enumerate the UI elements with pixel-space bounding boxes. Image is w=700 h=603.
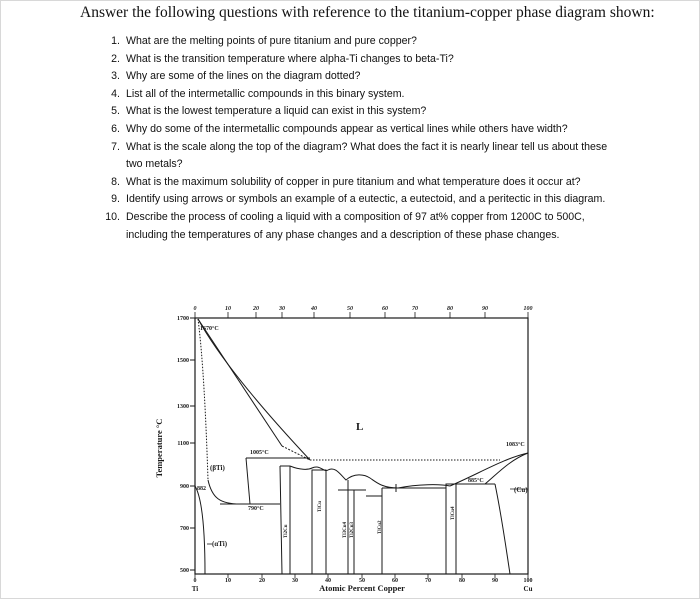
left-element-label: Ti <box>191 585 199 593</box>
top-tick-label: 40 <box>311 306 317 312</box>
x-tick-label: 10 <box>225 578 231 584</box>
list-item <box>100 68 620 86</box>
compound-label: Ti2Cu <box>284 524 289 538</box>
question-number: 6. <box>111 122 120 135</box>
list-item <box>100 139 620 174</box>
list-item <box>100 121 620 139</box>
question-text: What is the maximum solubility of copper in pure titanium and what temperature does it occur at? <box>126 175 581 188</box>
question-text: Identify using arrows or symbols an example of a eutectic, a eutectoid, and a peritectic in this diagram. <box>126 193 606 206</box>
compound-label: TiCu4 <box>451 506 456 520</box>
ti2cu-phase <box>280 466 290 574</box>
top-tick-label: 20 <box>253 306 259 312</box>
top-tick-label: 0 <box>193 306 197 312</box>
x-tick-label: 0 <box>193 578 197 584</box>
list-item <box>100 51 620 69</box>
x-tick-label: 60 <box>392 578 398 584</box>
top-tick-label: 100 <box>523 306 533 312</box>
phase-diagram <box>150 298 560 598</box>
top-tick-label: 70 <box>412 306 418 312</box>
question-number: 3. <box>111 70 120 83</box>
beta-ti-solvus-curve <box>198 319 208 480</box>
top-tick-label: 30 <box>279 306 285 312</box>
x-tick-label: 70 <box>425 578 431 584</box>
y-tick-label: 900 <box>180 484 189 490</box>
question-number: 9. <box>111 193 120 206</box>
top-tick-label: 90 <box>482 306 488 312</box>
question-number: 2. <box>111 52 120 65</box>
question-text: Describe the process of cooling a liquid with a composition of 97 at% copper from 1200C to 500C, including the temperatures of any phase changes and a description of these phase changes. <box>126 210 585 241</box>
right-element-label: Cu <box>523 585 533 593</box>
cu-phase-label: (Cu) <box>514 486 528 494</box>
question-number: 1. <box>111 35 120 47</box>
plot-frame <box>195 318 528 574</box>
compound-label: TiCu <box>318 500 323 512</box>
top-tick-label: 10 <box>225 306 231 312</box>
y-tick-label: 1300 <box>177 404 189 410</box>
question-list <box>100 33 620 244</box>
question-number: 5. <box>111 105 120 118</box>
y-tick-label: 1700 <box>177 316 189 322</box>
top-scale-ticks <box>195 312 528 318</box>
page-title: Answer the following questions with reference to the titanium-copper phase diagram shown: <box>80 4 655 21</box>
liquidus-line-left <box>198 319 282 446</box>
top-tick-label: 80 <box>447 306 453 312</box>
question-number: 10. <box>105 210 120 223</box>
question-number: 8. <box>111 175 120 188</box>
y-tick-label: 1500 <box>177 358 189 364</box>
ticu4-phase <box>446 484 456 574</box>
alpha-ti-solvus <box>195 486 205 574</box>
ti-melting-label: 1670°C <box>200 326 219 332</box>
list-item <box>100 86 620 104</box>
x-tick-label: 50 <box>359 578 365 584</box>
cu-melting-label: 1083°C <box>506 442 525 448</box>
question-text: What is the transition temperature where alpha-Ti changes to beta-Ti? <box>126 52 454 65</box>
compound-label: TiCu2 <box>378 520 383 534</box>
x-tick-label: 40 <box>325 578 331 584</box>
liquidus-bumps <box>290 466 450 488</box>
question-text: List all of the intermetallic compounds in this binary system. <box>126 87 405 100</box>
compound-label: Ti3Cu4 <box>343 521 348 538</box>
ticu-phase <box>312 470 326 574</box>
eutectic-temp-label: 885°C <box>468 478 484 484</box>
question-number: 7. <box>111 140 120 153</box>
top-tick-label: 60 <box>382 306 388 312</box>
x-tick-label: 20 <box>259 578 265 584</box>
list-item <box>100 33 620 51</box>
question-text: What is the lowest temperature a liquid can exist in this system? <box>126 105 427 118</box>
liquidus-curve-ti <box>198 319 310 460</box>
list-item <box>100 103 620 121</box>
cu-solidus <box>485 453 528 484</box>
beta-ti-label: (βTi) <box>210 464 225 472</box>
question-text: Why do some of the intermetallic compounds appear as vertical lines while others have width? <box>126 122 568 135</box>
y-tick-label: 700 <box>180 526 189 532</box>
beta-ti-boundary <box>208 480 240 504</box>
phase-diagram-svg <box>150 298 560 598</box>
question-number: 4. <box>111 87 120 100</box>
y-tick-label: 1100 <box>177 441 189 447</box>
peritectic-temp-label: 1005°C <box>250 450 269 456</box>
y-axis-label: Temperature °C <box>154 418 164 478</box>
top-tick-label: 50 <box>347 306 353 312</box>
x-tick-label: 100 <box>523 578 533 584</box>
compound-label: Ti2Cu3 <box>350 521 355 538</box>
x-tick-label: 90 <box>492 578 498 584</box>
x-tick-label: 80 <box>459 578 465 584</box>
y-tick-marks <box>190 318 195 570</box>
eutectoid-temp-label: 790°C <box>248 506 264 512</box>
question-text: Why are some of the lines on the diagram dotted? <box>126 70 361 83</box>
cu-solvus <box>495 484 510 574</box>
question-text: What is the scale along the top of the diagram? What does the fact it is nearly linear tell us about these two metals? <box>126 140 608 171</box>
x-axis-label: Atomic Percent Copper <box>319 583 405 593</box>
beta-region-line <box>246 458 250 504</box>
alpha-ti-label: (αTi) <box>212 540 228 548</box>
question-text: What are the melting points of pure titanium and pure copper? <box>126 35 417 47</box>
list-item <box>100 191 620 209</box>
list-item <box>100 174 620 192</box>
x-tick-label: 30 <box>292 578 298 584</box>
liquid-label: L <box>356 421 364 433</box>
y-tick-label: 500 <box>180 568 189 574</box>
transition-temp-label: 882 <box>197 486 206 492</box>
list-item <box>100 209 620 244</box>
